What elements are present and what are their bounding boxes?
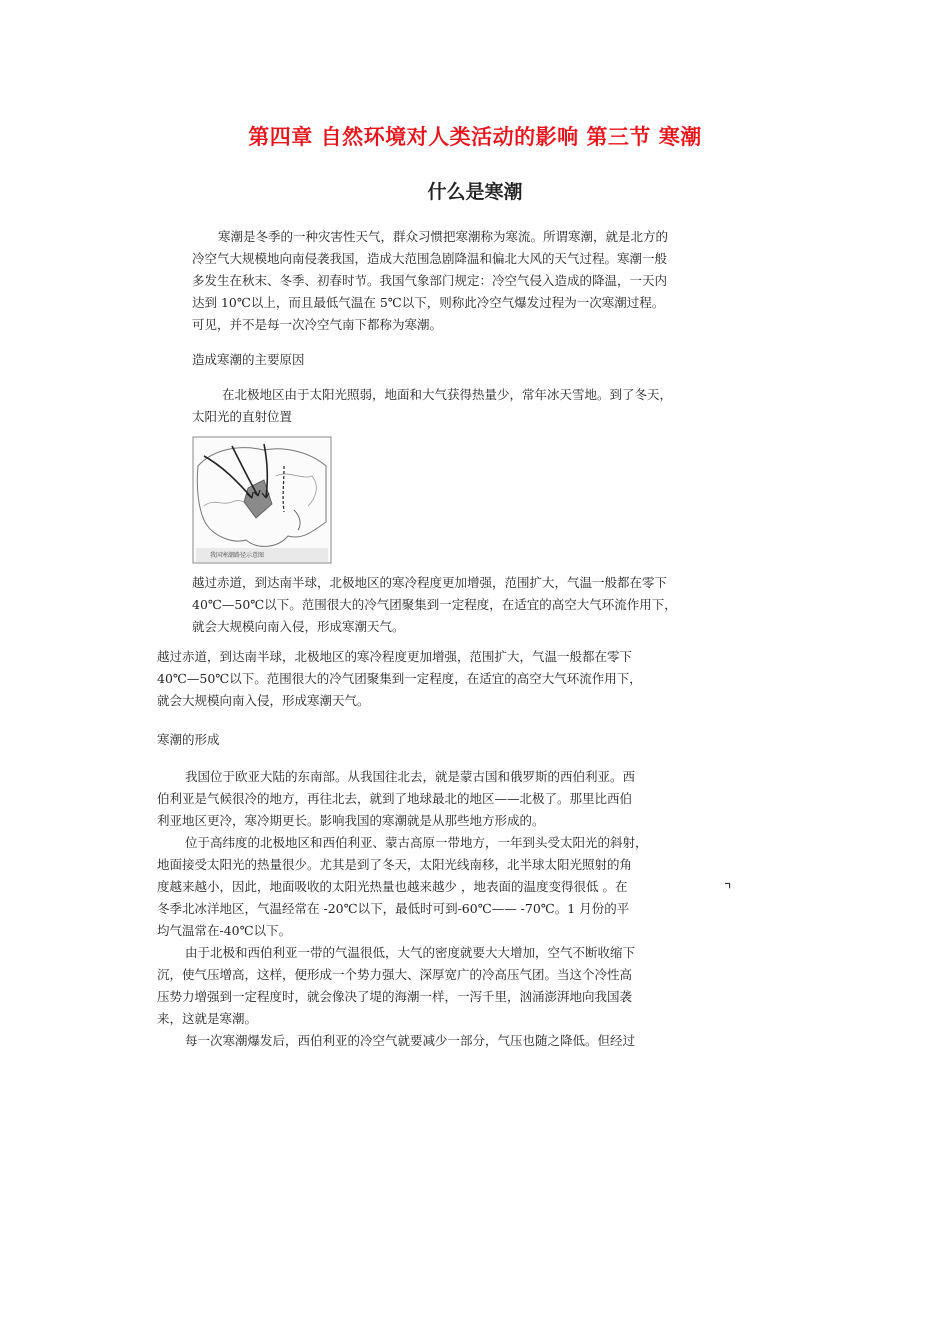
after-figure-line: 就会大规模向南入侵，形成寒潮天气。 xyxy=(192,619,405,634)
formation-line: 来，这就是寒潮。 xyxy=(157,1011,258,1026)
intro-line: 寒潮是冬季的一种灾害性天气，群众习惯把寒潮称为寒流。所谓寒潮，就是北方的 xyxy=(218,229,669,244)
formation-line: 我国位于欧亚大陆的东南部。从我国往北去，就是蒙古国和俄罗斯的西伯利亚。西 xyxy=(185,769,636,784)
repeat-line: 越过赤道，到达南半球，北极地区的寒冷程度更加增强，范围扩大，气温一般都在零下 xyxy=(157,649,633,664)
intro-line: 可见，并不是每一次冷空气南下都称为寒潮。 xyxy=(192,317,443,332)
formation-line: 压势力增强到一定程度时，就会像决了堤的海潮一样，一泻千里，汹涌澎湃地向我国袭 xyxy=(157,989,633,1004)
formation-line: 每一次寒潮爆发后，西伯利亚的冷空气就要减少一部分，气压也随之降低。但经过 xyxy=(185,1033,636,1048)
formation-line: 位于高纬度的北极地区和西伯利亚、蒙古高原一带地方，一年到头受太阳光的斜射， xyxy=(185,835,648,850)
after-figure-line: 40℃—50℃以下。范围很大的冷气团聚集到一定程度，在适宜的高空大气环流作用下， xyxy=(192,597,677,612)
formation-line: 伯利亚是气候很冷的地方，再往北去，就到了地球最北的地区——北极了。那里比西伯 xyxy=(157,791,633,806)
section-title: 什么是寒潮 xyxy=(427,181,523,203)
cause-heading: 造成寒潮的主要原因 xyxy=(192,352,305,367)
after-figure-line: 越过赤道，到达南半球，北极地区的寒冷程度更加增强，范围扩大，气温一般都在零下 xyxy=(192,575,668,590)
formation-line: 度越来越小，因此，地面吸收的太阳光热量也越来越少 ，地表面的温度变得很低 。在 xyxy=(157,879,628,894)
formation-line: 地面接受太阳光的热量很少。尤其是到了冬天，太阳光线南移，北半球太阳光照射的角 xyxy=(157,857,633,872)
formation-heading: 寒潮的形成 xyxy=(157,732,220,747)
formation-line: 冬季北冰洋地区，气温经常在 -20℃以下，最低时可到-60℃—— -70℃。1 月份的平 xyxy=(157,901,630,916)
figure-caption: 我国寒潮路径示意图 xyxy=(210,552,265,559)
repeat-line: 就会大规模向南入侵，形成寒潮天气。 xyxy=(157,693,370,708)
page-title: 第四章 自然环境对人类活动的影响 第三节 寒潮 xyxy=(248,125,702,149)
formation-line: 利亚地区更冷，寒冷期更长。影响我国的寒潮就是从那些地方形成的。 xyxy=(157,813,545,828)
formation-line: 沉，使气压增高，这样，便形成一个势力强大、深厚宽广的冷高压气团。当这个冷性高 xyxy=(157,967,633,982)
cause-line: 太阳光的直射位置 xyxy=(192,409,293,424)
intro-line: 达到 10℃以上，而且最低气温在 5℃以下，则称此冷空气爆发过程为一次寒潮过程。 xyxy=(192,295,665,310)
cold-wave-route-map xyxy=(192,436,332,564)
cursor-icon: ⌝ xyxy=(724,880,732,899)
formation-line: 由于北极和西伯利亚一带的气温很低，大气的密度就要大大增加，空气不断收缩下 xyxy=(185,945,636,960)
cause-line: 在北极地区由于太阳光照弱，地面和大气获得热量少，常年冰天雪地。到了冬天， xyxy=(222,387,673,402)
intro-line: 冷空气大规模地向南侵袭我国，造成大范围急剧降温和偏北大风的天气过程。寒潮一般 xyxy=(192,251,668,266)
map-image xyxy=(192,436,332,564)
intro-line: 多发生在秋末、冬季、初春时节。我国气象部门规定：冷空气侵入造成的降温，一天内 xyxy=(192,273,668,288)
formation-line: 均气温常在-40℃以下。 xyxy=(157,923,292,938)
repeat-line: 40℃—50℃以下。范围很大的冷气团聚集到一定程度，在适宜的高空大气环流作用下， xyxy=(157,671,642,686)
